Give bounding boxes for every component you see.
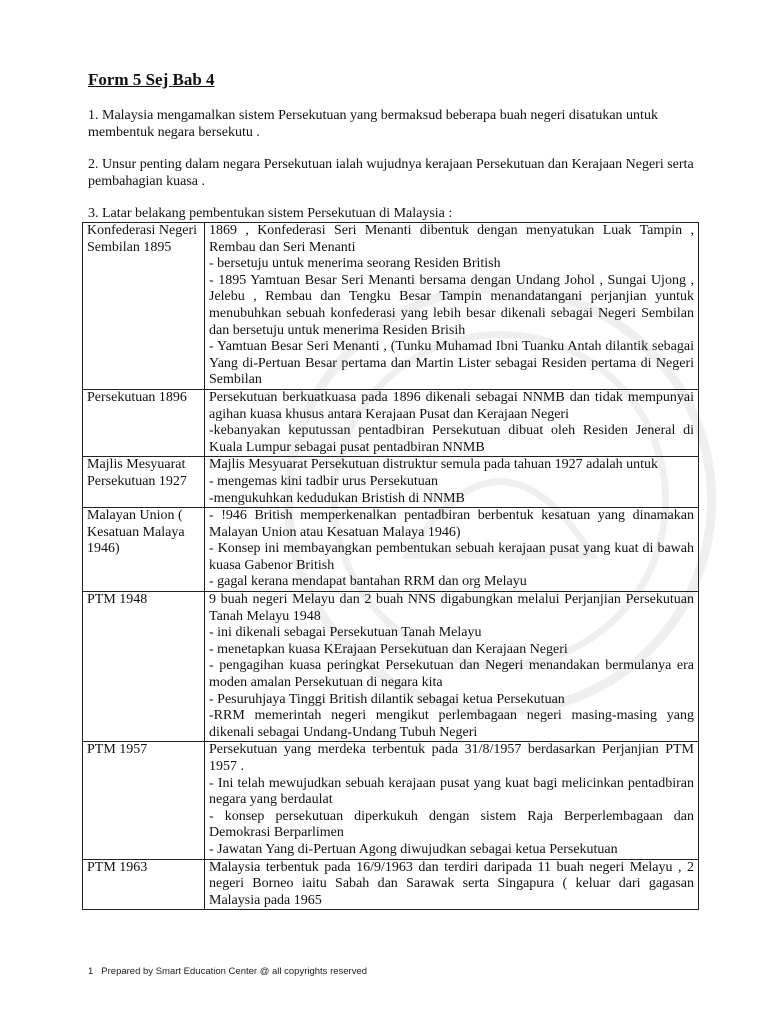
- footer: [88, 966, 367, 977]
- description-line: Malaysia terbentuk pada 16/9/1963 dan terdiri daripada 11 buah negeri Melayu , 2 negeri Borneo iaitu Sabah dan Sarawak serta Singapura ( keluar dari gagasan Malaysia pada 1965: [209, 859, 694, 908]
- description-cell: [205, 223, 699, 390]
- description-cell: [205, 742, 699, 859]
- description-cell: [205, 592, 699, 742]
- table-row: [83, 592, 699, 742]
- description-cell: [205, 508, 699, 592]
- paragraph-3: 3. Latar belakang pembentukan sistem Persekutuan di Malaysia :: [88, 206, 453, 221]
- description-cell: [205, 389, 699, 456]
- description-line: - Ini telah mewujudkan sebuah kerajaan pusat yang kuat bagi melicinkan pentadbiran negara yang berdaulat: [209, 775, 694, 808]
- description-cell: [205, 457, 699, 508]
- footer-text: Prepared by Smart Education Center @ all copyrights reserved: [101, 966, 368, 977]
- federation-history-table: [82, 222, 699, 910]
- era-cell: PTM 1957: [83, 742, 205, 859]
- description-line: - pengagihan kuasa peringkat Persekutuan dan Negeri menandakan bermulanya era moden amalan Persekutuan di negara kita: [209, 658, 694, 691]
- era-cell: PTM 1948: [83, 592, 205, 742]
- table-row: [83, 742, 699, 859]
- description-line: - menetapkan kuasa KErajaan Persekutuan dan Kerajaan Negeri: [209, 641, 568, 657]
- description-line: Majlis Mesyuarat Persekutuan distruktur semula pada tahuan 1927 adalah untuk: [209, 457, 659, 473]
- era-cell: Majlis Mesyuarat Persekutuan 1927: [83, 457, 205, 508]
- description-line: - 1895 Yamtuan Besar Seri Menanti bersama dengan Undang Johol , Sungai Ujong , Jelebu , Rembau dan Tengku Besar Tampin menandatangani perjanjian yuntuk menubuhkan sebuah konfederasi yang lebih besar dikenali sebagai Negeri Sembilan dan bersetuju untuk menerima Residen Brisih: [209, 272, 694, 338]
- era-cell: Malayan Union ( Kesatuan Malaya 1946): [83, 508, 205, 592]
- description-cell: [205, 859, 699, 910]
- table-row: [83, 508, 699, 592]
- description-line: - Jawatan Yang di-Pertuan Agong diwujudkan sebagai ketua Persekutuan: [209, 841, 618, 857]
- description-line: -RRM memerintah negeri mengikut perlembagaan negeri masing-masing yang dikenali sebagai Undang-Undang Tubuh Negeri: [209, 708, 694, 740]
- description-line: Persekutuan berkuatkuasa pada 1896 dikenali sebagai NNMB dan tidak mempunyai agihan kuasa khusus antara Kerajaan Pusat dan Kerajaan Negeri: [209, 389, 694, 422]
- table-row: [83, 859, 699, 910]
- description-line: - Yamtuan Besar Seri Menanti , (Tunku Muhamad Ibni Tuanku Antah dilantik sebagai Yang di-Pertuan Besar pertama dan Martin Lister sebagai Residen pertama di Negeri Sembilan: [209, 339, 694, 388]
- document-title: Form 5 Sej Bab 4: [88, 70, 215, 89]
- description-line: 9 buah negeri Melayu dan 2 buah NNS digabungkan melalui Perjanjian Persekutuan Tanah Melayu 1948: [209, 592, 694, 624]
- description-line: 1869 , Konfederasi Seri Menanti dibentuk dengan menyatukan Luak Tampin , Rembau dan Seri Menanti: [209, 223, 694, 255]
- description-line: Persekutuan yang merdeka terbentuk pada 31/8/1957 berdasarkan Perjanjian PTM 1957 .: [209, 742, 694, 774]
- description-line: - ini dikenali sebagai Persekutuan Tanah Melayu: [209, 625, 482, 641]
- table-row: [83, 223, 699, 390]
- description-line: - bersetuju untuk menerima seorang Residen British: [209, 256, 501, 272]
- paragraph-2: 2. Unsur penting dalam negara Persekutuan ialah wujudnya kerajaan Persekutuan dan Kerajaan Negeri serta pembahagian kuasa .: [88, 157, 694, 189]
- description-line: - konsep persekutuan diperkukuh dengan sistem Raja Berperlembagaan dan Demokrasi Berparlimen: [209, 808, 694, 841]
- era-cell: PTM 1963: [83, 859, 205, 910]
- table-row: [83, 389, 699, 456]
- description-line: - Pesuruhjaya Tinggi British dilantik sebagai ketua Persekutuan: [209, 691, 565, 707]
- table-row: [83, 457, 699, 508]
- description-line: -mengukuhkan kedudukan Bristish di NNMB: [209, 490, 465, 506]
- description-line: - gagal kerana mendapat bantahan RRM dan org Melayu: [209, 574, 527, 590]
- footnote-number: 1: [88, 966, 94, 977]
- description-line: - Konsep ini membayangkan pembentukan sebuah kerajaan pusat yang kuat di bawah kuasa Gabenor British: [209, 541, 694, 573]
- description-line: - mengemas kini tadbir urus Persekutuan: [209, 473, 439, 489]
- description-line: - !946 British memperkenalkan pentadbiran berbentuk kesatuan yang dinamakan Malayan Union atau Kesatuan Malaya 1946): [209, 508, 694, 540]
- description-line: -kebanyakan keputussan pentadbiran Persekutuan dibuat oleh Residen Jeneral di Kuala Lumpur sebagai pusat pentadbiran NNMB: [209, 423, 694, 455]
- era-cell: Konfederasi Negeri Sembilan 1895: [83, 223, 205, 390]
- paragraph-1: 1. Malaysia mengamalkan sistem Persekutuan yang bermaksud beberapa buah negeri disatukan untuk membentuk negara bersekutu .: [88, 108, 658, 140]
- era-cell: Persekutuan 1896: [83, 389, 205, 456]
